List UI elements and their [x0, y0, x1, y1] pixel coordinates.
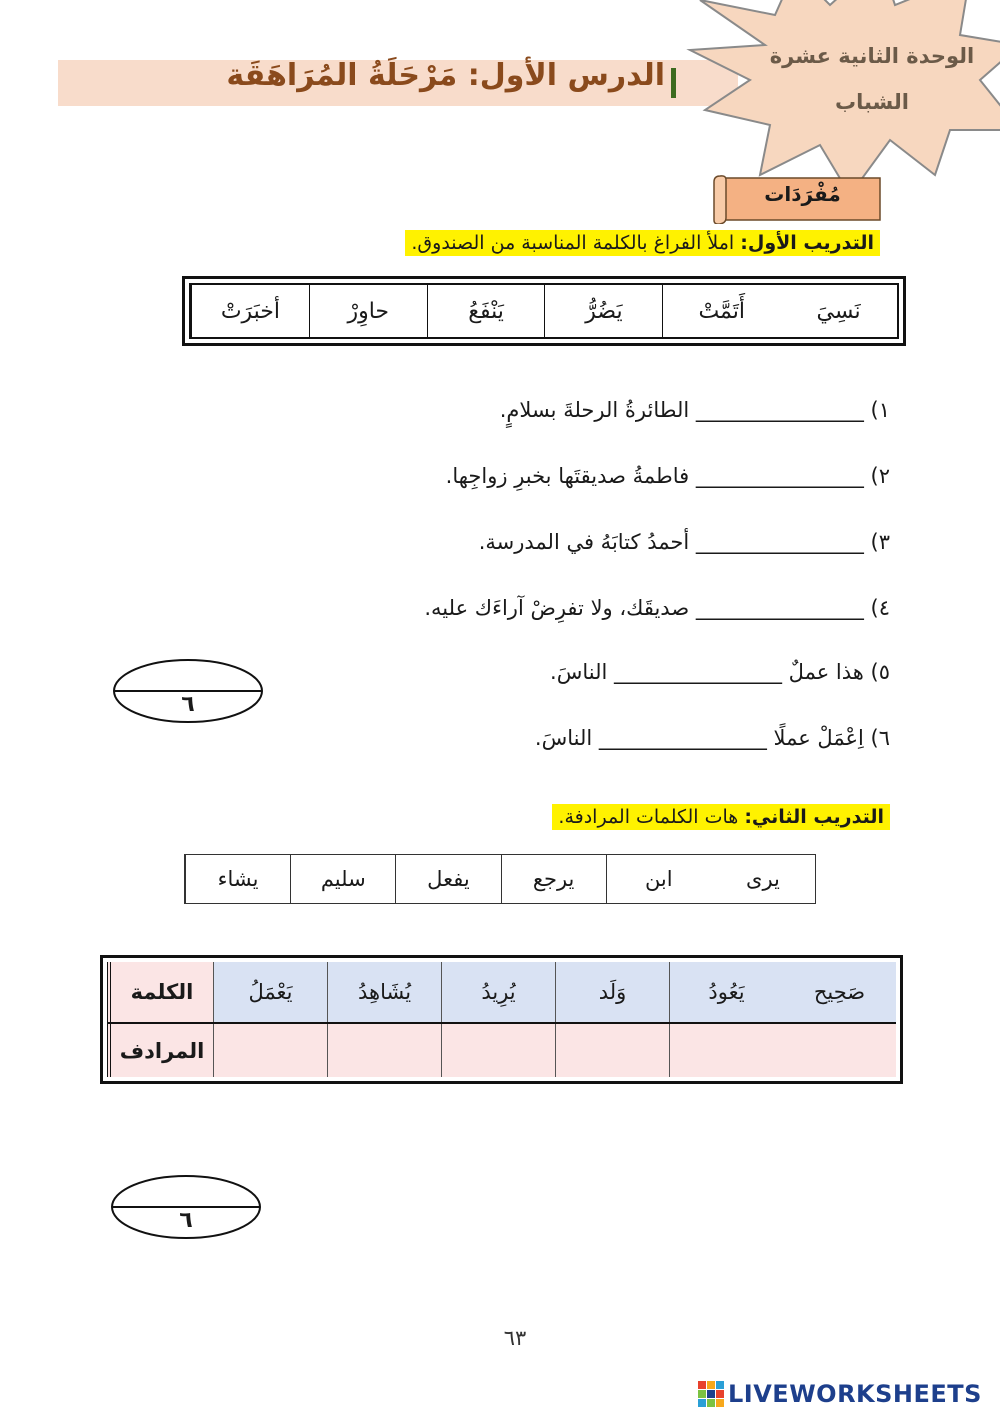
synonym-bank-item: سليم — [290, 855, 395, 903]
answer-input-2[interactable] — [327, 1024, 441, 1077]
header-synonym: المرادف — [107, 1024, 213, 1077]
table-word-cell: يَعُودُ — [669, 962, 783, 1022]
lesson-title: الدرس الأول: مَرْحَلَةُ المُرَاهَقَة — [226, 58, 665, 93]
unit-title: الوحدة الثانية عشرة — [769, 44, 975, 68]
table-word-cell: يَعْمَلُ — [213, 962, 327, 1022]
sentence-6[interactable]: ٦) اِعْمَلْ عملًا ________________ الناسَ. — [534, 726, 890, 750]
exercise2-title — [552, 806, 890, 828]
section-label: مُفْرَدَات — [764, 182, 841, 206]
answer-input-1[interactable] — [213, 1024, 327, 1077]
word-bank-item: يَضُرُّ — [544, 285, 662, 337]
score-total-2: ٦ — [179, 1208, 193, 1233]
table-row-words — [107, 962, 896, 1024]
synonym-word-bank — [184, 854, 816, 904]
liveworksheets-icon — [698, 1381, 724, 1407]
table-word-cell: يُشَاهِدُ — [327, 962, 441, 1022]
exercise2-title-bold: التدريب الثاني: — [744, 806, 884, 828]
page-number: ٦٣ — [503, 1326, 527, 1350]
liveworksheets-text: LIVEWORKSHEETS — [728, 1380, 982, 1408]
word-bank-item: أخبَرَتْ — [191, 285, 309, 337]
word-bank-item: نَسِيَ — [816, 298, 861, 324]
header-word: الكلمة — [107, 962, 213, 1022]
score-total-1: ٦ — [181, 692, 195, 717]
synonym-bank-item: يرى — [746, 867, 780, 891]
exercise2-title-rest: هات الكلمات المرادفة. — [558, 806, 745, 828]
exercise1-title-rest: املأ الفراغ بالكلمة المناسبة من الصندوق. — [411, 232, 741, 254]
synonym-bank-item: ابن — [606, 855, 711, 903]
answer-input-4[interactable] — [555, 1024, 669, 1077]
answer-input-6[interactable] — [783, 1024, 896, 1077]
score-oval-1 — [112, 658, 264, 724]
synonym-table — [100, 955, 903, 1084]
exercise1-title-bold: التدريب الأول: — [740, 232, 874, 254]
synonym-bank-item: يشاء — [185, 855, 290, 903]
word-bank-item: يَنْفَعُ — [427, 285, 545, 337]
exercise1-title — [405, 232, 880, 254]
word-bank-item: أَتَمَّتْ — [662, 285, 780, 337]
word-bank-box — [182, 276, 906, 346]
title-accent — [671, 68, 676, 98]
synonym-bank-item: يفعل — [395, 855, 500, 903]
table-word-cell: يُرِيدُ — [441, 962, 555, 1022]
table-row-answers — [107, 1024, 896, 1077]
sentence-4[interactable]: ٤) ________________ صديقَك، ولا تفرِضْ آراءَك عليه. — [424, 596, 890, 620]
answer-input-3[interactable] — [441, 1024, 555, 1077]
liveworksheets-logo — [698, 1378, 998, 1410]
answer-input-5[interactable] — [669, 1024, 783, 1077]
table-word-cell: وَلَد — [555, 962, 669, 1022]
score-oval-2 — [110, 1174, 262, 1240]
sentence-3[interactable]: ٣) ________________ أحمدُ كتابَهُ في المدرسة. — [478, 530, 890, 554]
synonym-bank-item: يرجع — [501, 855, 606, 903]
table-word-cell: صَحِيح — [783, 962, 896, 1022]
unit-subtitle: الشباب — [834, 90, 909, 114]
sentence-1[interactable]: ١) ________________ الطائرةُ الرحلةَ بسلامٍ. — [499, 398, 890, 422]
sentence-5[interactable]: ٥) هذا عملٌ ________________ الناسَ. — [550, 660, 890, 684]
sentence-2[interactable]: ٢) ________________ فاطمةُ صديقتَها بخبرِ زواجِها. — [445, 464, 890, 488]
word-bank-item: حاوِرْ — [309, 285, 427, 337]
